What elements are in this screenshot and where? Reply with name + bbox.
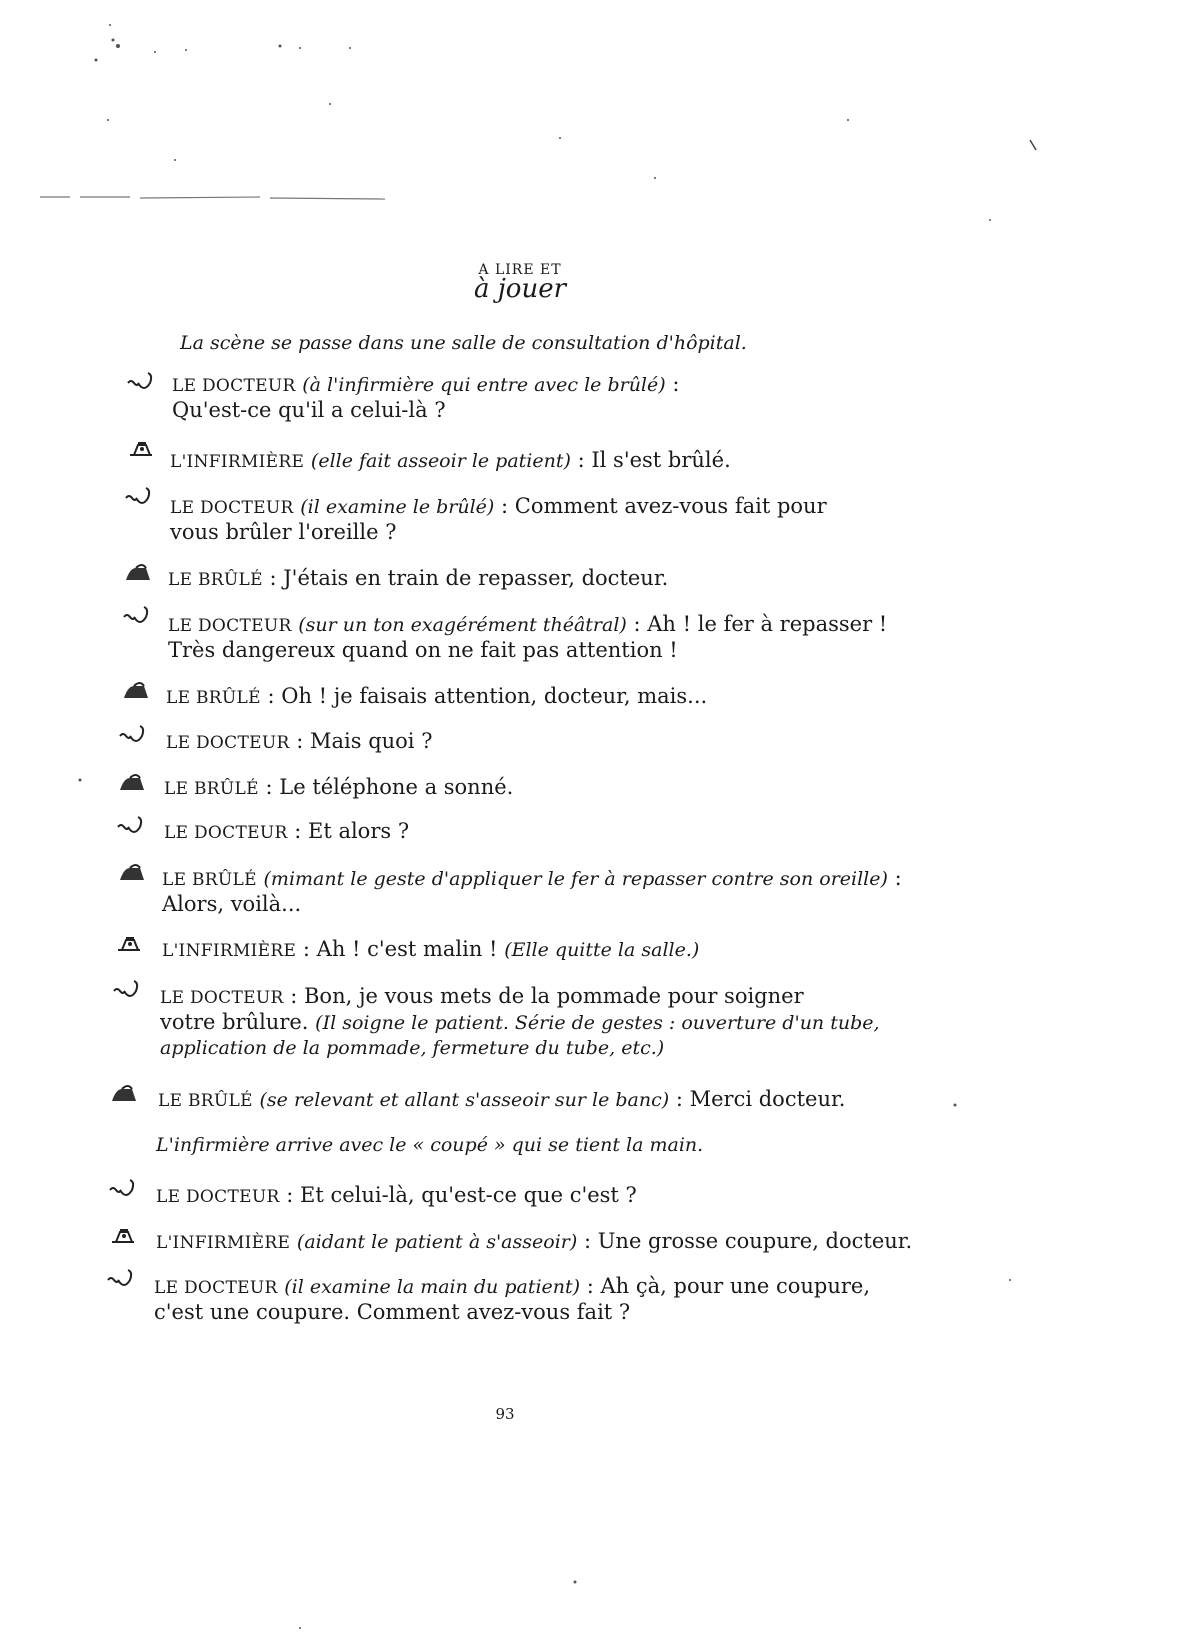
- dialogue-text: Bon, je vous mets de la pommade pour soigner: [304, 984, 804, 1008]
- speaker-name: LE DOCTEUR: [172, 376, 296, 396]
- stage-direction: (aidant le patient à s'asseoir): [296, 1231, 578, 1253]
- speaker-name: LE DOCTEUR: [166, 733, 290, 753]
- speaker-name: LE BRÛLÉ: [168, 570, 263, 590]
- dialogue-line: [172, 372, 679, 422]
- separator: :: [887, 866, 902, 890]
- nurse-icon: [114, 932, 148, 956]
- dialogue-text: Mais quoi ?: [310, 729, 433, 753]
- header-small-caps: A LIRE ET: [478, 262, 562, 278]
- dialogue-text: Une grosse coupure, docteur.: [597, 1229, 913, 1253]
- dialogue-line: [166, 684, 707, 710]
- stage-direction: (Il soigne le patient. Série de gestes : ouverture d'un tube,: [315, 1012, 880, 1034]
- speaker-name: LE DOCTEUR: [156, 1187, 280, 1207]
- iron-icon: [116, 860, 150, 884]
- stethoscope-icon: [124, 371, 158, 395]
- stage-direction: (mimant le geste d'appliquer le fer à repasser contre son oreille): [263, 868, 888, 890]
- stethoscope-icon: [106, 1178, 140, 1202]
- stage-direction: (Elle quitte la salle.): [504, 939, 700, 961]
- speaker-name: LE DOCTEUR: [170, 498, 294, 518]
- speaker-name: LE BRÛLÉ: [158, 1091, 253, 1111]
- separator: :: [283, 984, 304, 1008]
- dialogue-text: Comment avez-vous fait pour: [514, 494, 827, 518]
- dialogue-text: Ah çà, pour une coupure,: [600, 1274, 871, 1298]
- dialogue-line: [156, 1229, 912, 1255]
- speaker-name: L'INFIRMIÈRE: [156, 1233, 291, 1253]
- speaker-name: L'INFIRMIÈRE: [170, 452, 305, 472]
- page-number: 93: [495, 1405, 515, 1423]
- separator: :: [626, 612, 648, 636]
- stage-direction: (il examine le brûlé): [300, 496, 495, 518]
- stage-direction-entry: L'infirmière arrive avec le « coupé » qui se tient la main.: [156, 1134, 704, 1156]
- dialogue-text: Oh ! je faisais attention, docteur, mais...: [281, 684, 708, 708]
- dialogue-text: Alors, voilà...: [162, 892, 302, 916]
- dialogue-line: [156, 1183, 637, 1209]
- iron-icon: [120, 678, 154, 702]
- speaker-name: L'INFIRMIÈRE: [162, 941, 297, 961]
- dialogue-line: [170, 494, 827, 544]
- dialogue-text: Merci docteur.: [689, 1087, 846, 1111]
- dialogue-line: [166, 729, 432, 755]
- dialogue-line: [158, 1087, 845, 1113]
- dialogue-text: Très dangereux quand on ne fait pas attention !: [168, 638, 678, 662]
- separator: :: [580, 1274, 601, 1298]
- dialogue-line: [162, 937, 699, 963]
- dialogue-text: Ah ! le fer à repasser !: [647, 612, 888, 636]
- dialogue-text: Qu'est-ce qu'il a celui-là ?: [172, 398, 446, 422]
- speaker-name: LE BRÛLÉ: [164, 779, 259, 799]
- separator: :: [665, 372, 680, 396]
- dialogue-text: Et alors ?: [308, 819, 410, 843]
- dialogue-line: [164, 819, 409, 845]
- dialogue-line: [160, 984, 880, 1060]
- separator: :: [577, 1229, 598, 1253]
- stage-direction: (il examine la main du patient): [284, 1276, 581, 1298]
- speaker-name: LE DOCTEUR: [168, 616, 292, 636]
- stethoscope-icon: [116, 724, 150, 748]
- dialogue-line: [164, 775, 513, 801]
- stage-direction: application de la pommade, fermeture du tube, etc.): [160, 1037, 665, 1059]
- stage-direction: (elle fait asseoir le patient): [310, 450, 571, 472]
- stethoscope-icon: [120, 605, 154, 629]
- header-title: à jouer: [473, 274, 567, 304]
- stage-direction-intro: La scène se passe dans une salle de consultation d'hôpital.: [180, 332, 747, 354]
- separator: :: [296, 937, 317, 961]
- separator: :: [279, 1183, 300, 1207]
- separator: :: [287, 819, 308, 843]
- dialogue-text: Et celui-là, qu'est-ce que c'est ?: [300, 1183, 637, 1207]
- nurse-icon: [126, 437, 160, 461]
- separator: :: [260, 684, 282, 708]
- iron-icon: [122, 560, 156, 584]
- separator: :: [494, 494, 515, 518]
- stethoscope-icon: [122, 486, 156, 510]
- separator: :: [570, 448, 592, 472]
- stage-direction: (sur un ton exagérément théâtral): [298, 614, 627, 636]
- stethoscope-icon: [110, 979, 144, 1003]
- dialogue-line: [154, 1274, 870, 1324]
- iron-icon: [116, 770, 150, 794]
- stage-direction: (se relevant et allant s'asseoir sur le banc): [259, 1089, 670, 1111]
- dialogue-text: Ah ! c'est malin !: [316, 937, 498, 961]
- stage-direction: (à l'infirmière qui entre avec le brûlé): [302, 374, 666, 396]
- dialogue-text: J'étais en train de repasser, docteur.: [283, 566, 669, 590]
- speaker-name: LE BRÛLÉ: [162, 870, 257, 890]
- speaker-name: LE DOCTEUR: [164, 823, 288, 843]
- stethoscope-icon: [114, 815, 148, 839]
- speaker-name: LE DOCTEUR: [160, 988, 284, 1008]
- dialogue-text: Il s'est brûlé.: [591, 448, 731, 472]
- speaker-name: LE BRÛLÉ: [166, 688, 261, 708]
- dialogue-text: Le téléphone a sonné.: [279, 775, 514, 799]
- separator: :: [669, 1087, 690, 1111]
- separator: :: [262, 566, 284, 590]
- dialogue-line: [170, 448, 731, 474]
- dialogue-text: c'est une coupure. Comment avez-vous fait ?: [154, 1300, 631, 1324]
- dialogue-line: [168, 566, 668, 592]
- nurse-icon: [108, 1224, 142, 1248]
- speaker-name: LE DOCTEUR: [154, 1278, 278, 1298]
- iron-icon: [108, 1081, 142, 1105]
- dialogue-text: vous brûler l'oreille ?: [170, 520, 397, 544]
- separator: :: [289, 729, 310, 753]
- dialogue-text: votre brûlure.: [160, 1010, 309, 1034]
- dialogue-line: [168, 612, 887, 662]
- separator: :: [258, 775, 280, 799]
- dialogue-line: [162, 866, 902, 916]
- stethoscope-icon: [104, 1268, 138, 1292]
- section-header: [0, 262, 1040, 304]
